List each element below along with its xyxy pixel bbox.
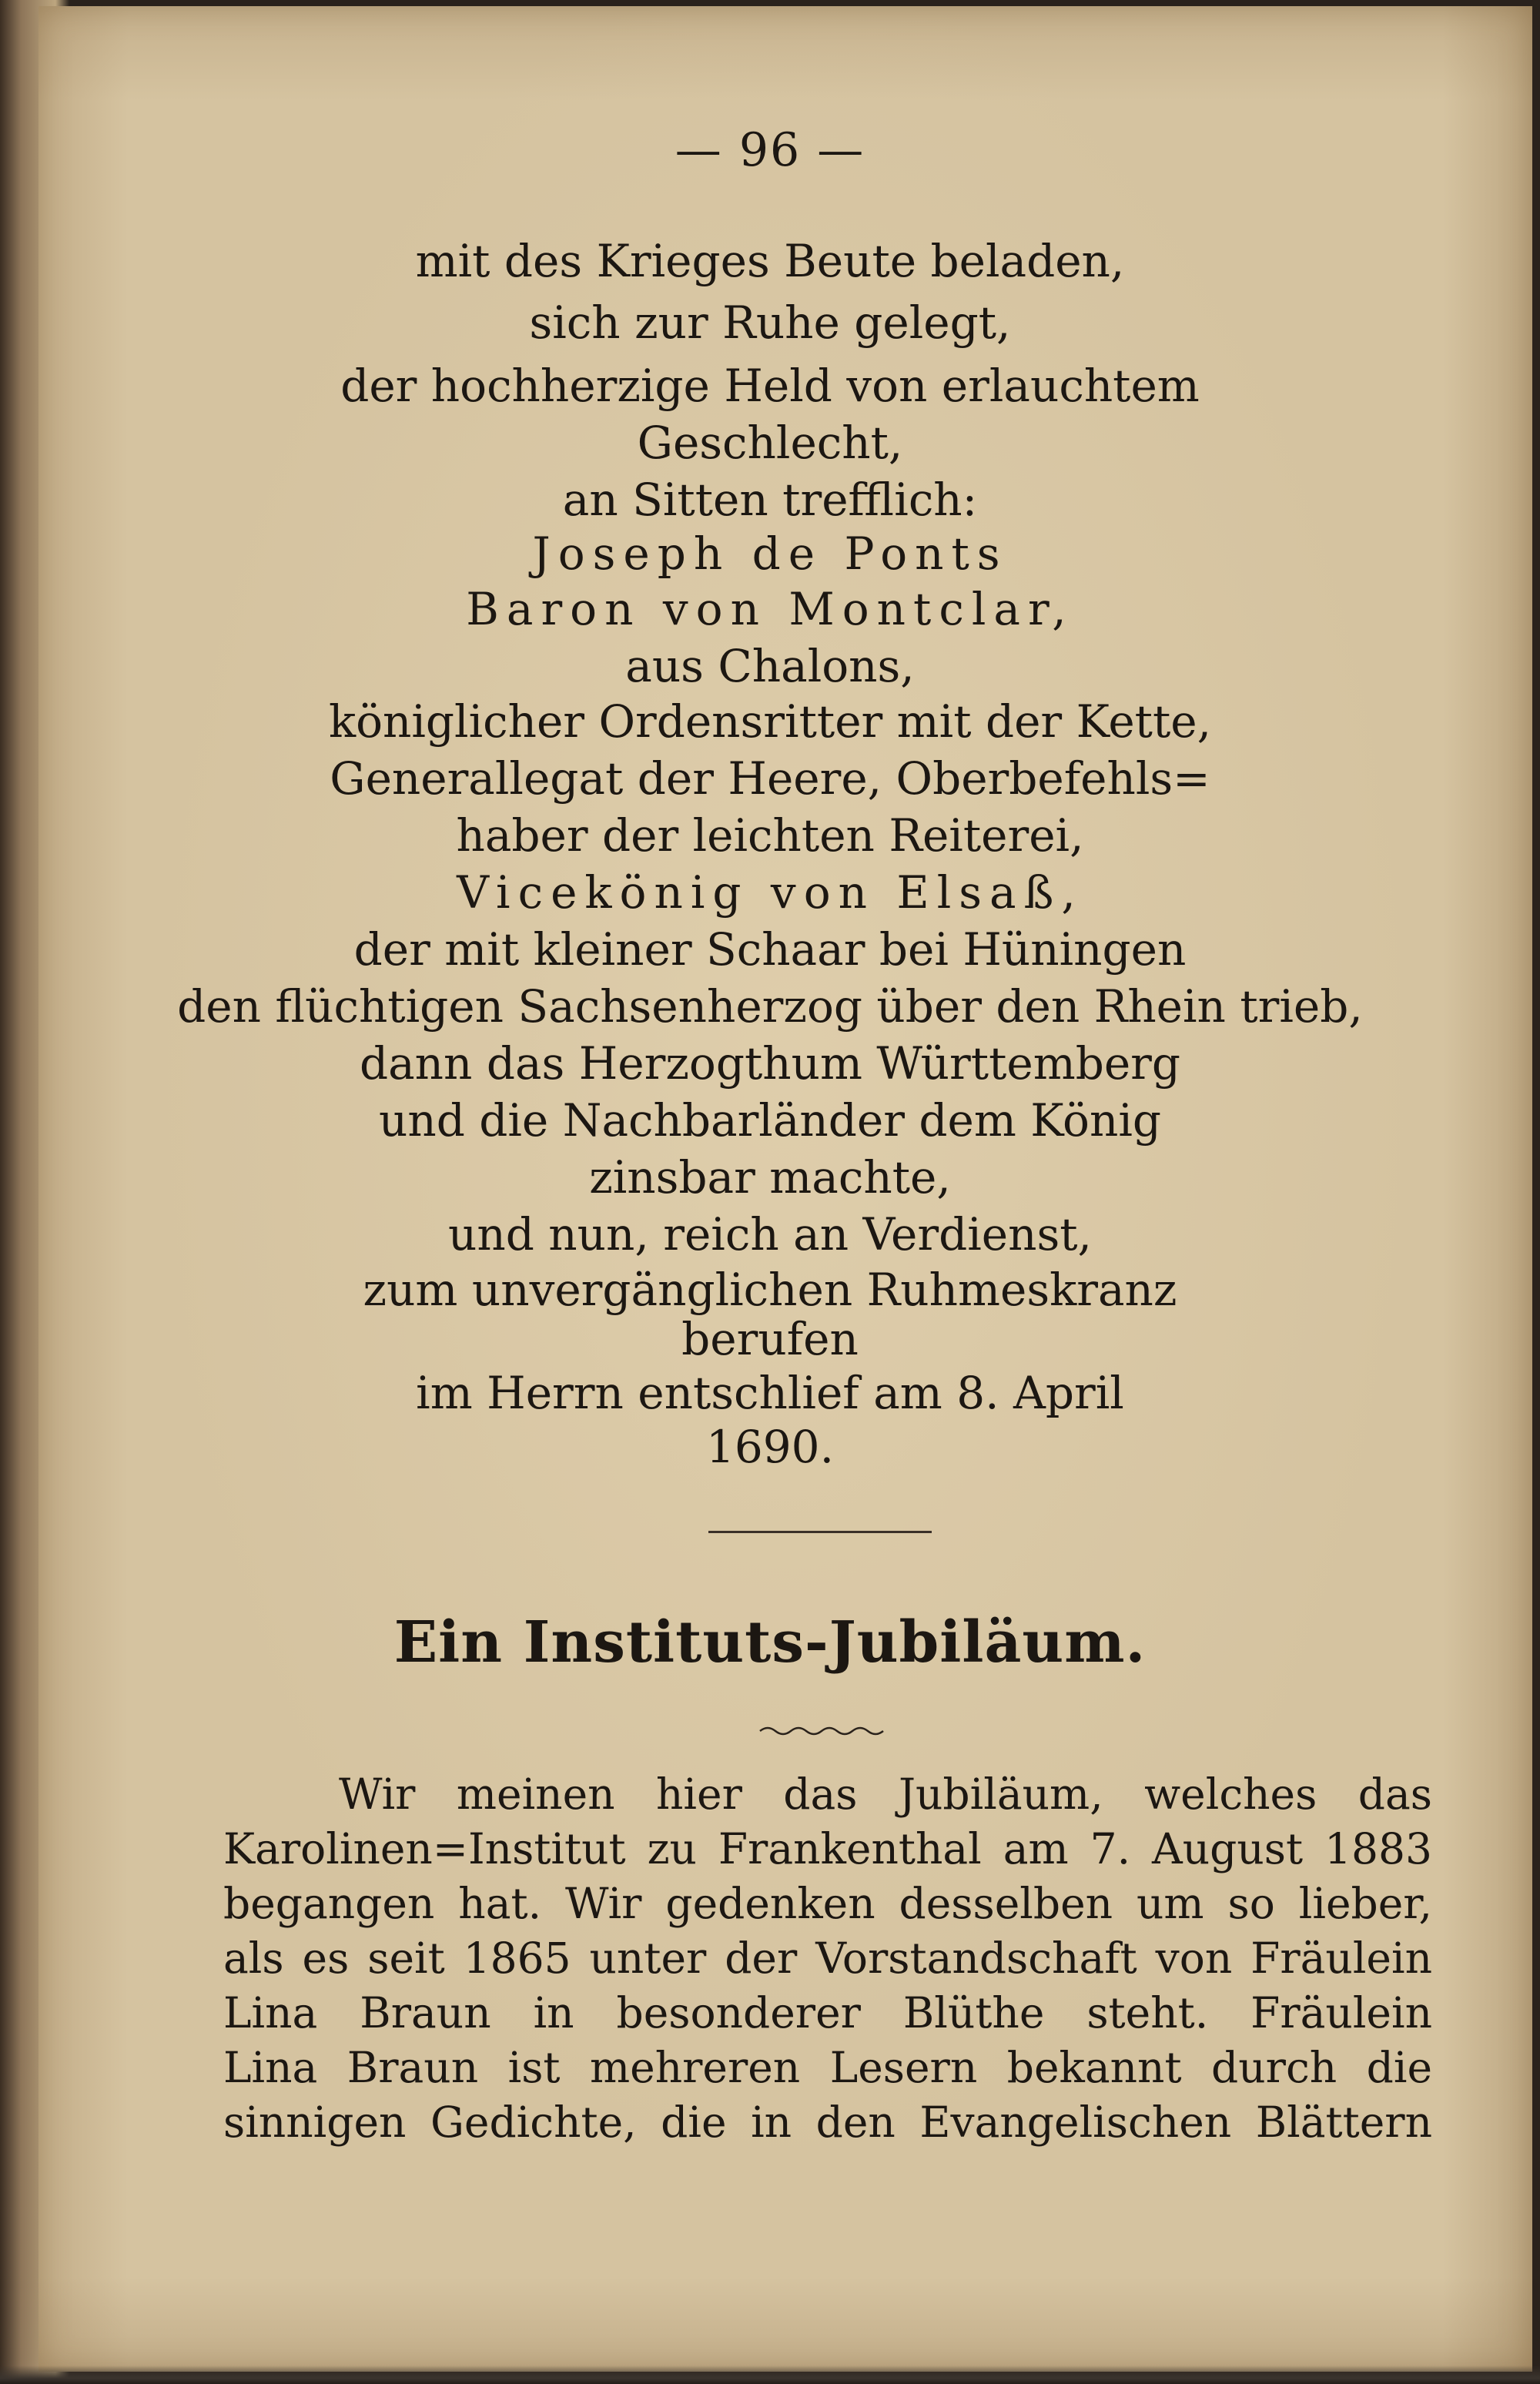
verse-line: haber der leichten Reiterei, <box>456 809 1084 862</box>
section-heading: Ein Instituts-Jubiläum. <box>393 1609 1147 1676</box>
verse-line-title: Vicekönig von Elsaß, <box>457 866 1083 919</box>
verse-line: sich zur Ruhe gelegt, <box>529 296 1011 349</box>
paragraph-line: Wir meinen hier das Jubiläum, welches das <box>339 1770 1432 1819</box>
verse-line: dann das Herzogthum Württemberg <box>359 1037 1181 1090</box>
verse-line: Generallegat der Heere, Oberbefehls= <box>330 752 1210 805</box>
verse-line: zum unvergänglichen Ruhmeskranz <box>363 1264 1177 1316</box>
verse-line: Geschlecht, <box>637 417 903 469</box>
verse-line: berufen <box>681 1313 859 1365</box>
verse-line: der hochherzige Held von erlauchtem <box>340 360 1200 412</box>
paragraph-line: als es seit 1865 unter der Vorstandschaft von Fräulein <box>223 1934 1432 1983</box>
paragraph-line: begangen hat. Wir gedenken desselben um so lieber, <box>223 1879 1432 1928</box>
paragraph-line: Lina Braun in besonderer Blüthe steht. Fräulein <box>223 1988 1432 2037</box>
verse-line-name: Joseph de Ponts <box>532 527 1008 580</box>
article-paragraph <box>223 1767 1432 2150</box>
verse-line: 1690. <box>705 1421 835 1473</box>
section-divider <box>708 1531 932 1533</box>
verse-line: an Sitten trefflich: <box>562 474 978 526</box>
paragraph-line: Karolinen=Institut zu Frankenthal am 7. August 1883 <box>223 1824 1432 1873</box>
verse-line: im Herrn entschlief am 8. April <box>416 1367 1124 1419</box>
paragraph-line: Lina Braun ist mehreren Lesern bekannt durch die <box>223 2043 1432 2092</box>
verse-line: den flüchtigen Sachsenherzog über den Rhein trieb, <box>177 980 1363 1033</box>
page-bottom-edge <box>0 2366 1540 2384</box>
verse-line: und nun, reich an Verdienst, <box>448 1208 1092 1261</box>
verse-line: und die Nachbarländer dem König <box>378 1094 1162 1147</box>
verse-line: zinsbar machte, <box>589 1151 951 1204</box>
verse-line: mit des Krieges Beute beladen, <box>415 235 1125 287</box>
verse-line: königlicher Ordensritter mit der Kette, <box>328 695 1212 748</box>
verse-line-title: Baron von Montclar, <box>466 583 1074 635</box>
paragraph-line: sinnigen Gedichte, die in den Evangelischen Blättern <box>223 2098 1432 2147</box>
page-number: — 96 — <box>675 123 865 177</box>
ornament-squiggle <box>758 1723 889 1739</box>
verse-line: aus Chalons, <box>625 640 915 692</box>
verse-line: der mit kleiner Schaar bei Hüningen <box>353 923 1187 976</box>
